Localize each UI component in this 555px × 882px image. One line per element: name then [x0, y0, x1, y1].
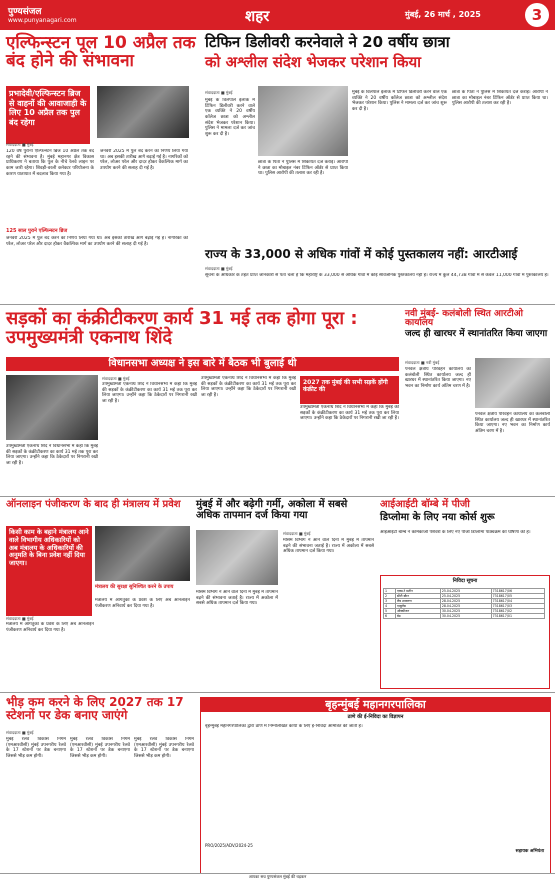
tender-row [384, 614, 545, 619]
lead-quote: 2027 तक मुंबई की सभी सड़कें होंगी कंक्रीट की [300, 376, 399, 404]
bmc-title: बृहन्मुंबई महानगरपालिका [201, 698, 550, 712]
online-headline[interactable]: ऑनलाइन पंजीकरण के बाद ही मंत्रालय में प्रवेश [6, 499, 181, 510]
tender-cell: 7318617/05 [491, 594, 544, 599]
tiffin-text-b: छात्रा के पिता ने पुलिस में शिकायत दर्ज कराई। आरोपी ने छात्रा का मोबाइल नंबर टिफिन ऑर्डर से प्राप्त किया था। पुलिस आरोपी की तलाश कर रही है। [258, 160, 348, 177]
tender-cell: 4 [384, 604, 396, 609]
lead-band: विधानसभा अध्यक्ष ने इस बारे में बैठक भी बुलाई थी [6, 357, 399, 371]
bmc-notice [200, 697, 551, 874]
lead-headline[interactable]: सड़कों का कंक्रीटीकरण कार्य 31 मई तक होगा पूरा : उपमुख्यमंत्री एकनाथ शिंदे [6, 308, 358, 348]
tender-cell: 25.04.2025 [440, 594, 491, 599]
elphinstone-text-c: जनवरी 2025 में पुल बंद करने का निर्णय लिया गया था। अब इसकी तारीख आगे बढ़ाई गई है। नागरिकों को परेल, लोअर परेल और दादर होकर वैकल्पिक मार्ग का उपयोग करने की सलाह दी गई है। [6, 236, 188, 247]
crowd-text-b: मुंबई रेलवे विकास निगम (एमआरवीसी) मुंबई उपनगरीय रेलवे के 17 स्टेशनों पर डेक बनाएगा जिससे भीड़ कम होगी। [70, 737, 130, 759]
tender-cell: 7318617/06 [491, 589, 544, 594]
tender-cell: 2 [384, 594, 396, 599]
masthead [0, 0, 555, 30]
tender-cell: 5 [384, 609, 396, 614]
elphinstone-text-b: जनवरी 2025 में पुल बंद करने का निर्णय लिया गया था। अब इसकी तारीख आगे बढ़ाई गई है। नागरिकों को परेल, लोअर परेल और दादर होकर वैकल्पिक मार्ग का उपयोग करने की सलाह दी गई है। [100, 149, 188, 171]
crowd-byline: संवाददाता ■ मुंबई [6, 730, 34, 735]
lead-byline: संवाददाता ■ मुंबई [102, 376, 130, 381]
tiffin-headline-b[interactable]: को अश्लील संदेश भेजकर परेशान किया [205, 53, 422, 71]
tender-cell: एम्बुलेंस [396, 604, 441, 609]
lead-text-c: उपमुख्यमंत्री एकनाथ शिंदे ने विधानसभा में कहा कि मुंबई की सड़कों के कंक्रीटीकरण का कार्य 31 मई तक पूरा कर लिया जाएगा। उन्होंने कहा कि ठेकेदारों पर निगरानी रखी जा रही है। [300, 405, 399, 422]
iit-headline-a[interactable]: आईआईटी बॉम्बे में पीजी [380, 499, 470, 510]
tender-cell: 6 [384, 614, 396, 619]
bmc-code: PRO/2025/ADV/2024-25 [205, 843, 253, 848]
divider-3 [0, 692, 555, 693]
library-text: सूचना के अधिकार के तहत प्राप्त जानकारी से पता चला है कि महाराष्ट्र के 33,000 से अधिक गांवों में कोई सार्वजनिक पुस्तकालय नहीं है। राज्य में कुल 44,738 गांवों में से केवल 11,000 गांवों में पुस्तकालय हैं। [205, 273, 549, 278]
tender-cell: 7318617/04 [491, 599, 544, 604]
tender-title: निविदा सूचना [452, 578, 478, 584]
bmc-sign: सहायक अभियंता [515, 849, 544, 854]
tiffin-text-d: छात्रा के पिता ने पुलिस में शिकायत दर्ज कराई। आरोपी ने छात्रा का मोबाइल नंबर टिफिन ऑर्डर से प्राप्त किया था। पुलिस आरोपी की तलाश कर रही है। [452, 90, 548, 107]
rto-byline: संवाददाता ■ नवी मुंबई [405, 360, 440, 365]
divider-1 [0, 304, 555, 305]
tiffin-headline-a[interactable]: टिफिन डिलीवरी करनेवाले ने 20 वर्षीय छात्रा [205, 33, 450, 51]
lead-text-b: उपमुख्यमंत्री एकनाथ शिंदे ने विधानसभा में कहा कि मुंबई की सड़कों के कंक्रीटीकरण का कार्य 31 मई तक पूरा कर लिया जाएगा। उन्होंने कहा कि ठेकेदारों पर निगरानी रखी जा रही है। [201, 376, 296, 398]
elphinstone-text-a: 120 वर्ष पुराना एल्फिन्स्टन ब्रिज 10 अप्रैल तक बंद रहने की संभावना है। मुंबई महानगर क्षेत्र विकास प्राधिकरण ने बताया कि पुल के नीचे रेलवे लाइन पर काम जारी रहेगा। शिवड़ी-वरली कनेक्टर परियोजना के कारण यातायात में बदलाव किया गया है। [6, 149, 94, 177]
rto-text-b: पनवेल क्षेत्रीय परिवहन कार्यालय का कलंबोली स्थित कार्यालय जल्द ही खारघर में स्थानांतरित किया जाएगा। नए भवन का निर्माण कार्य अंतिम चरण में है। [475, 412, 550, 434]
bmc-text: बृहन्मुंबई महानगरपालिका द्वारा ठाणे में निम्नलिखित कार्यों के लिए ई-निविदा आमंत्रित की जाती है। [205, 724, 363, 729]
tender-cell: बेड [396, 614, 441, 619]
tiffin-text-a: मुंबई के विलेपार्ले इलाके में टिफिन डिलीवरी करने वाले एक व्यक्ति ने 20 वर्षीय कॉलेज छात्रा को अश्लील संदेश भेजकर परेशान किया। पुलिस ने मामला दर्ज कर जांच शुरू कर दी है। [205, 98, 255, 137]
online-photo [95, 526, 190, 581]
lead-text-a: उपमुख्यमंत्री एकनाथ शिंदे ने विधानसभा में कहा कि मुंबई की सड़कों के कंक्रीटीकरण का कार्य 31 मई तक पूरा कर लिया जाएगा। उन्होंने कहा कि ठेकेदारों पर निगरानी रखी जा रही है। [102, 382, 197, 404]
site-url[interactable]: www.punyanagari.com [8, 17, 77, 24]
rto-photo [475, 358, 550, 408]
tender-cell: एक्स-रे मशीन [396, 589, 441, 594]
heat-byline: संवाददाता ■ मुंबई [283, 531, 311, 536]
tender-cell: 7318617/02 [491, 609, 544, 614]
library-headline[interactable]: राज्य के 33,000 से अधिक गांवों में कोई पुस्तकालय नहीं: आरटीआई [205, 247, 518, 261]
crowd-headline[interactable]: भीड़ कम करने के लिए 2027 तक 17 स्टेशनों पर डेक बनाए जाएंगे [6, 695, 184, 722]
online-text-a: मंत्रालय में आगंतुकों के प्रवेश के लिए अब ऑनलाइन पंजीकरण अनिवार्य कर दिया गया है। [6, 622, 94, 633]
tender-cell: सीटी स्कैन [396, 594, 441, 599]
tender-cell: 25.04.2025 [440, 589, 491, 594]
heat-text-a: मौसम विभाग ने आने वाले दिनों में मुंबई में तापमान बढ़ने की संभावना जताई है। राज्य में अकोला में सबसे अधिक तापमान दर्ज किया गया। [283, 538, 374, 555]
section-title: शहर [245, 7, 270, 25]
tender-cell: 28.04.2025 [440, 604, 491, 609]
tiffin-text-c: मुंबई के विलेपार्ले इलाके में टिफिन डिलीवरी करने वाले एक व्यक्ति ने 20 वर्षीय कॉलेज छात्रा को अश्लील संदेश भेजकर परेशान किया। पुलिस ने मामला दर्ज कर जांच शुरू कर दी है। [352, 90, 447, 112]
tiffin-byline: संवाददाता ■ मुंबई [205, 90, 233, 95]
lead-text-d: उपमुख्यमंत्री एकनाथ शिंदे ने विधानसभा में कहा कि मुंबई की सड़कों के कंक्रीटीकरण का कार्य 31 मई तक पूरा कर लिया जाएगा। उन्होंने कहा कि ठेकेदारों पर निगरानी रखी जा रही है। [6, 444, 98, 466]
tender-cell: 30.04.2025 [440, 614, 491, 619]
lead-photo [6, 375, 98, 440]
crowd-text-c: मुंबई रेलवे विकास निगम (एमआरवीसी) मुंबई उपनगरीय रेलवे के 17 स्टेशनों पर डेक बनाएगा जिससे भीड़ कम होगी। [134, 737, 194, 759]
tiffin-photo [258, 86, 348, 156]
iit-text: आईआईटी बॉम्बे ने कामकाजी पेशेवरों के लिए नए पीजी डिप्लोमा पाठ्यक्रम की घोषणा की है। [380, 530, 531, 535]
tender-cell: लैब उपकरण [396, 599, 441, 604]
online-side-headline: किसी काम के बहाने मंत्रालय आने वाले विभागीय अधिकारियों को अब मंत्रालय के अधिकारियों की अनुमति के बिना प्रवेश नहीं दिया जाएगा। [6, 526, 92, 616]
heat-text-b: मौसम विभाग ने आने वाले दिनों में मुंबई में तापमान बढ़ने की संभावना जताई है। राज्य में अकोला में सबसे अधिक तापमान दर्ज किया गया। [196, 590, 278, 607]
divider-2 [0, 496, 555, 497]
tender-cell: 30.04.2025 [440, 609, 491, 614]
online-text-b: मंत्रालय में आगंतुकों के प्रवेश के लिए अब ऑनलाइन पंजीकरण अनिवार्य कर दिया गया है। [95, 598, 190, 609]
elphinstone-byline: संवाददाता ■ मुंबई [6, 142, 34, 147]
tender-table [383, 588, 545, 619]
tender-cell: 7318617/03 [491, 604, 544, 609]
tender-cell: 28.04.2025 [440, 599, 491, 604]
page-number: 3 [525, 3, 549, 27]
heat-headline[interactable]: मुंबई में और बढ़ेगी गर्मी, अकोला में सबसे अधिक तापमान दर्ज किया गया [196, 499, 348, 521]
tender-cell: ऑक्सीजन [396, 609, 441, 614]
rto-text-a: पनवेल क्षेत्रीय परिवहन कार्यालय का कलंबोली स्थित कार्यालय जल्द ही खारघर में स्थानांतरित किया जाएगा। नए भवन का निर्माण कार्य अंतिम चरण में है। [405, 367, 471, 389]
iit-headline-b[interactable]: डिप्लोमा के लिए नया कोर्स शुरू [380, 512, 495, 523]
online-caption: मंत्रालय की सुरक्षा सुनिश्चित करने के उपाय [95, 584, 174, 590]
tender-cell: 3 [384, 599, 396, 604]
online-byline: संवाददाता ■ मुंबई [6, 616, 34, 621]
crowd-text-a: मुंबई रेलवे विकास निगम (एमआरवीसी) मुंबई उपनगरीय रेलवे के 17 स्टेशनों पर डेक बनाएगा जिससे भीड़ कम होगी। [6, 737, 66, 759]
heat-photo [196, 530, 278, 585]
library-byline: संवाददाता ■ मुंबई [205, 266, 233, 271]
bmc-subtitle: ठाणे की ई-निविदा का विज्ञापन [347, 714, 404, 720]
elphinstone-subhead: प्रभादेवी/एल्फिन्स्टन ब्रिज से वाहनों की आवाजाही के लिए 10 अप्रैल तक पुल बंद रहेगा [6, 86, 90, 144]
footer: आपका सच पुण्यसंजल मुंबई की धड़कन [0, 873, 555, 882]
issue-date: मुंबई, 26 मार्च , 2025 [405, 10, 481, 19]
rto-headline-a[interactable]: नवी मुंबई- कलंबोली स्थित आरटीओ कार्यालय [405, 309, 523, 329]
tender-cell: 1 [384, 589, 396, 594]
elphinstone-headline[interactable]: एल्फिन्स्टन पूल 10 अप्रैल तक बंद होने की संभावना [6, 33, 196, 71]
elphinstone-photo [97, 86, 189, 138]
tender-cell: 7318617/01 [491, 614, 544, 619]
elphinstone-kicker: 125 साल पुराने एल्फिन्स्टन ब्रिज [6, 228, 68, 234]
rto-headline-b[interactable]: जल्द ही खारघर में स्थानांतरित किया जाएगा [405, 329, 548, 339]
brand: पुण्यसंजल [8, 7, 42, 17]
